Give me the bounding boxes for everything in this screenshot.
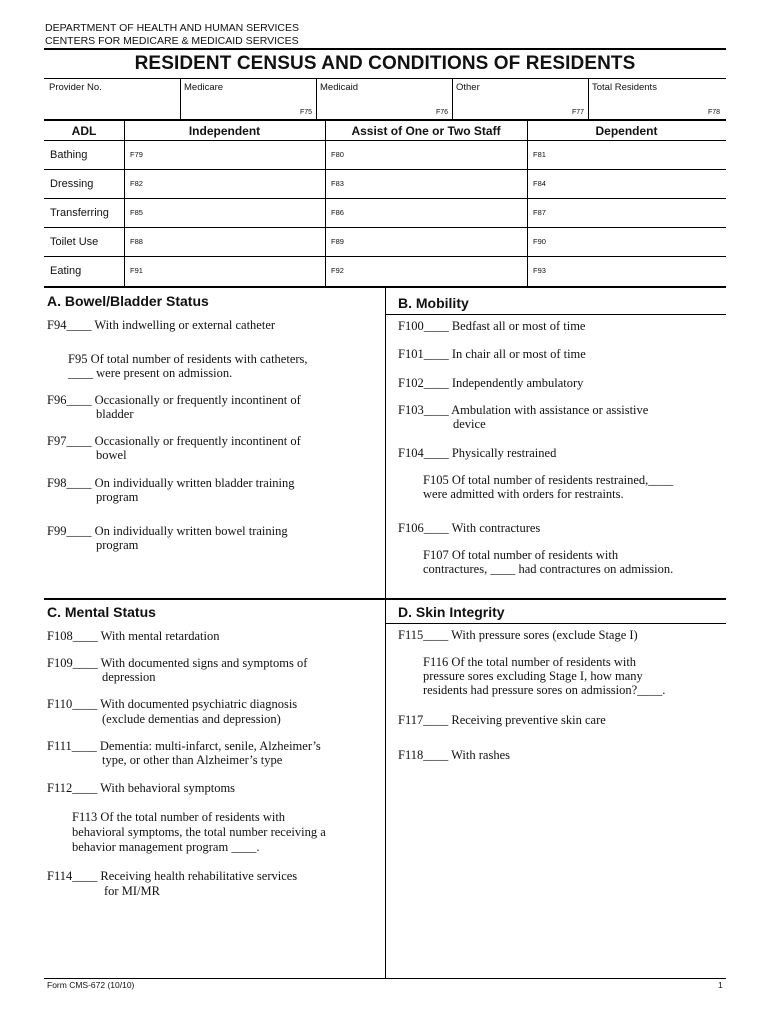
adl-code: F89 xyxy=(331,237,344,246)
agency-name: CENTERS FOR MEDICARE & MEDICAID SERVICES xyxy=(45,35,299,47)
adl-row-rule xyxy=(44,198,726,199)
adl-row-label: Dressing xyxy=(50,178,94,190)
f114-item-cont: for MI/MR xyxy=(104,884,160,898)
f115-item: F115____ With pressure sores (exclude Stage I) xyxy=(398,628,638,642)
provider-divider xyxy=(452,78,453,119)
header-rule xyxy=(44,48,726,50)
adl-col-divider xyxy=(325,120,326,286)
adl-row-label: Transferring xyxy=(50,207,109,219)
f116-item-cont2: residents had pressure sores on admission?____. xyxy=(423,683,666,697)
provider-divider xyxy=(316,78,317,119)
f99-item-cont: program xyxy=(96,538,139,552)
total-residents-label: Total Residents xyxy=(592,82,657,93)
f94-item: F94____ With indwelling or external catheter xyxy=(47,318,276,332)
form-title: RESIDENT CENSUS AND CONDITIONS OF RESIDENTS xyxy=(134,53,636,74)
f95-item: F95 Of total number of residents with catheters, xyxy=(68,352,308,366)
f97-item: F97____ Occasionally or frequently incontinent of xyxy=(47,434,301,448)
independent-header: Independent xyxy=(188,124,261,138)
f107-item-cont: contractures, ____ had contractures on admission. xyxy=(423,562,674,576)
f104-item: F104____ Physically restrained xyxy=(398,446,557,460)
adl-code: F83 xyxy=(331,179,344,188)
adl-col-divider xyxy=(124,120,125,286)
f116-item-cont: pressure sores excluding Stage I, how many xyxy=(423,669,643,683)
adl-row-label: Bathing xyxy=(50,149,88,161)
provider-no-label: Provider No. xyxy=(49,82,102,93)
section-b-title: B. Mobility xyxy=(398,295,469,311)
adl-code: F87 xyxy=(533,208,546,217)
assist-header: Assist of One or Two Staff xyxy=(351,124,501,138)
f109-item: F109____ With documented signs and symptoms of xyxy=(47,656,308,670)
f118-item: F118____ With rashes xyxy=(398,748,510,762)
f78-code: F78 xyxy=(708,109,721,116)
adl-row-rule xyxy=(44,169,726,170)
f101-item: F101____ In chair all or most of time xyxy=(398,347,586,361)
adl-row-label: Toilet Use xyxy=(50,236,99,248)
adl-code: F79 xyxy=(130,150,143,159)
adl-code: F90 xyxy=(533,237,546,246)
section-d-title: D. Skin Integrity xyxy=(398,604,505,620)
f116-item: F116 Of the total number of residents with xyxy=(423,655,637,669)
f117-item: F117____ Receiving preventive skin care xyxy=(398,713,606,727)
medicare-label: Medicare xyxy=(184,82,224,93)
dependent-header: Dependent xyxy=(595,124,658,138)
footer-rule xyxy=(44,978,726,979)
provider-divider xyxy=(180,78,181,119)
adl-code: F86 xyxy=(331,208,344,217)
medicaid-label: Medicaid xyxy=(320,82,359,93)
f77-code: F77 xyxy=(572,109,585,116)
f110-item: F110____ With documented psychiatric diagnosis xyxy=(47,697,298,711)
form-id: Form CMS-672 (10/10) xyxy=(47,980,135,990)
f110-item-cont: (exclude dementias and depression) xyxy=(102,712,281,726)
f113-item-cont: behavioral symptoms, the total number receiving a xyxy=(72,825,326,839)
f105-item-cont: were admitted with orders for restraints. xyxy=(423,487,624,501)
section-c-title: C. Mental Status xyxy=(47,604,156,620)
adl-row-label: Eating xyxy=(50,265,82,277)
f100-item: F100____ Bedfast all or most of time xyxy=(398,319,586,333)
department-name: DEPARTMENT OF HEALTH AND HUMAN SERVICES xyxy=(45,22,299,34)
other-label: Other xyxy=(456,82,480,93)
adl-code: F81 xyxy=(533,150,546,159)
adl-row-rule xyxy=(44,256,726,257)
f99-item: F99____ On individually written bowel training xyxy=(47,524,288,538)
adl-code: F85 xyxy=(130,208,143,217)
adl-row-rule xyxy=(44,227,726,228)
f75-code: F75 xyxy=(300,109,313,116)
f98-item-cont: program xyxy=(96,490,139,504)
f76-code: F76 xyxy=(436,109,449,116)
adl-code: F82 xyxy=(130,179,143,188)
f102-item: F102____ Independently ambulatory xyxy=(398,376,584,390)
adl-code: F93 xyxy=(533,266,546,275)
f103-item: F103____ Ambulation with assistance or assistive xyxy=(398,403,649,417)
adl-header: ADL xyxy=(71,124,97,138)
f113-item-cont2: behavior management program ____. xyxy=(72,840,260,854)
adl-code: F80 xyxy=(331,150,344,159)
provider-row-top-rule xyxy=(44,78,726,79)
center-divider xyxy=(385,287,386,978)
f113-item: F113 Of the total number of residents with xyxy=(72,810,286,824)
adl-header-rule xyxy=(44,140,726,141)
f108-item: F108____ With mental retardation xyxy=(47,629,220,643)
f103-item-cont: device xyxy=(453,417,486,431)
section-a-title: A. Bowel/Bladder Status xyxy=(47,293,209,309)
section-d-rule xyxy=(386,623,726,624)
f97-item-cont: bowel xyxy=(96,448,127,462)
f109-item-cont: depression xyxy=(102,670,156,684)
f98-item: F98____ On individually written bladder training xyxy=(47,476,295,490)
adl-col-divider xyxy=(527,120,528,286)
f111-item: F111____ Dementia: multi-infarct, senile, Alzheimer’s xyxy=(47,739,321,753)
f107-item: F107 Of total number of residents with xyxy=(423,548,619,562)
f114-item: F114____ Receiving health rehabilitative services xyxy=(47,869,298,883)
f95-item-cont: ____ were present on admission. xyxy=(68,366,233,380)
adl-code: F88 xyxy=(130,237,143,246)
adl-code: F91 xyxy=(130,266,143,275)
provider-divider xyxy=(588,78,589,119)
adl-code: F84 xyxy=(533,179,546,188)
f105-item: F105 Of total number of residents restrained,____ xyxy=(423,473,674,487)
f96-item-cont: bladder xyxy=(96,407,134,421)
adl-code: F92 xyxy=(331,266,344,275)
f106-item: F106____ With contractures xyxy=(398,521,541,535)
f111-item-cont: type, or other than Alzheimer’s type xyxy=(102,753,283,767)
page-number: 1 xyxy=(718,980,723,990)
f112-item: F112____ With behavioral symptoms xyxy=(47,781,236,795)
f96-item: F96____ Occasionally or frequently incontinent of xyxy=(47,393,301,407)
section-b-rule xyxy=(386,314,726,315)
section-divider xyxy=(44,598,726,600)
adl-table-top-rule xyxy=(44,119,726,121)
